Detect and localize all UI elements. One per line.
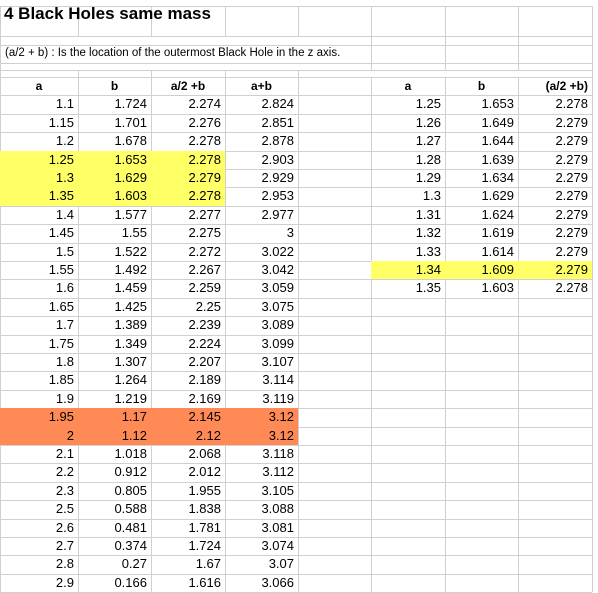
left-cell: 2.278 xyxy=(151,151,225,169)
right-cell: 1.653 xyxy=(481,96,514,112)
left-cell: 3.099 xyxy=(261,335,294,351)
grid-line xyxy=(298,70,299,77)
left-cell: 0.27 xyxy=(121,556,147,572)
left-cell: 0.166 xyxy=(114,574,147,590)
left-cell: 2.2 xyxy=(55,464,74,480)
left-header-0: a xyxy=(35,79,43,93)
left-cell: 2.851 xyxy=(261,114,294,130)
right-header-0: a xyxy=(404,79,412,93)
right-cell: 1.32 xyxy=(415,225,441,241)
left-cell: 1.35 xyxy=(0,187,78,205)
right-cell: 2.279 xyxy=(555,243,588,259)
right-cell: 1.634 xyxy=(481,170,514,185)
grid-line xyxy=(592,6,593,592)
left-cell: 1.15 xyxy=(48,114,74,130)
left-cell: 2.275 xyxy=(188,225,221,241)
sheet-title: 4 Black Holes same mass xyxy=(4,4,211,23)
left-cell: 3.022 xyxy=(261,243,294,259)
left-cell: 1.955 xyxy=(188,482,221,498)
left-cell: 1.629 xyxy=(78,169,151,187)
right-cell: 1.639 xyxy=(481,151,514,167)
left-cell: 3.089 xyxy=(261,317,294,333)
right-cell: 1.28 xyxy=(415,151,441,167)
left-cell: 3.118 xyxy=(262,446,294,461)
left-cell: 2.189 xyxy=(188,372,221,388)
right-cell: 2.279 xyxy=(555,151,588,167)
left-cell: 2.903 xyxy=(261,151,294,167)
left-cell: 2.207 xyxy=(188,354,221,369)
left-cell: 1.67 xyxy=(195,556,221,572)
grid-line xyxy=(445,6,446,70)
right-cell: 1.614 xyxy=(481,243,514,259)
left-cell: 1.701 xyxy=(114,114,147,130)
left-cell: 3.105 xyxy=(261,482,294,498)
left-cell: 3.107 xyxy=(261,354,294,369)
left-cell: 1.95 xyxy=(0,408,78,426)
left-cell: 1.2 xyxy=(55,133,74,149)
right-cell: 2.279 xyxy=(555,206,588,222)
grid-line xyxy=(225,6,226,36)
right-cell: 2.279 xyxy=(555,133,588,149)
right-cell: 1.33 xyxy=(415,243,441,259)
left-cell: 2.267 xyxy=(188,262,221,277)
left-cell: 0.805 xyxy=(114,482,147,498)
right-cell: 1.629 xyxy=(481,188,514,204)
left-cell: 2.977 xyxy=(261,206,294,222)
left-cell: 2.6 xyxy=(55,519,74,535)
left-cell: 2 xyxy=(0,427,78,445)
right-cell: 1.26 xyxy=(415,114,441,130)
left-cell: 3.074 xyxy=(261,538,294,553)
left-cell: 2.145 xyxy=(151,408,225,426)
left-cell: 2.274 xyxy=(188,96,221,112)
right-cell: 2.278 xyxy=(555,96,588,112)
left-cell: 2.239 xyxy=(188,317,221,333)
right-header-1: b xyxy=(477,79,486,93)
left-cell: 1.724 xyxy=(188,538,221,553)
left-cell: 1.425 xyxy=(114,298,147,314)
left-cell: 0.374 xyxy=(114,538,147,553)
left-cell: 3.075 xyxy=(261,298,294,314)
left-cell: 1.55 xyxy=(48,262,74,277)
left-cell: 1.25 xyxy=(0,151,78,169)
right-cell: 2.279 xyxy=(555,225,588,241)
left-cell: 2.824 xyxy=(261,96,294,112)
right-cell: 1.34 xyxy=(371,261,445,279)
left-cell: 1.6 xyxy=(55,280,74,296)
left-cell: 1.492 xyxy=(114,262,147,277)
left-cell: 1.616 xyxy=(188,574,221,590)
left-cell: 1.65 xyxy=(48,298,74,314)
left-cell: 2.12 xyxy=(151,427,225,445)
grid-line xyxy=(151,70,152,77)
left-cell: 1.4 xyxy=(55,206,74,222)
left-cell: 1.264 xyxy=(114,372,147,388)
left-header-2: a/2 +b xyxy=(170,79,206,93)
left-cell: 1.12 xyxy=(78,427,151,445)
left-cell: 1.522 xyxy=(114,243,147,259)
right-cell: 1.31 xyxy=(415,206,441,222)
right-cell: 1.29 xyxy=(415,170,441,185)
grid-line xyxy=(0,70,592,71)
grid-line xyxy=(518,6,519,70)
left-cell: 2.277 xyxy=(188,206,221,222)
left-cell: 2.7 xyxy=(55,538,74,553)
left-cell: 2.8 xyxy=(55,556,74,572)
right-cell: 1.35 xyxy=(415,280,441,296)
left-cell: 2.878 xyxy=(261,133,294,149)
right-cell: 2.279 xyxy=(555,170,588,185)
left-cell: 0.588 xyxy=(114,501,147,517)
left-cell: 1.018 xyxy=(114,446,147,461)
left-cell: 1.724 xyxy=(114,96,147,112)
left-cell: 3.12 xyxy=(225,427,298,445)
left-cell: 1.307 xyxy=(114,354,147,369)
left-cell: 2.224 xyxy=(188,335,221,351)
grid-line xyxy=(225,70,226,77)
grid-line xyxy=(371,6,372,70)
left-cell: 2.272 xyxy=(188,243,221,259)
left-cell: 3.112 xyxy=(262,464,294,480)
left-cell: 0.912 xyxy=(114,464,147,480)
left-cell: 1.5 xyxy=(55,243,74,259)
left-cell: 2.3 xyxy=(55,482,74,498)
left-cell: 1.17 xyxy=(78,408,151,426)
sheet-description: (a/2 + b) : Is the location of the outermost Black Hole in the z axis. xyxy=(5,47,341,59)
left-cell: 2.278 xyxy=(188,133,221,149)
right-cell: 1.25 xyxy=(415,96,441,112)
left-header-3: a+b xyxy=(250,79,272,93)
left-cell: 1.838 xyxy=(188,501,221,517)
left-cell: 1.85 xyxy=(48,372,74,388)
left-cell: 2.25 xyxy=(195,298,221,314)
left-cell: 2.068 xyxy=(188,446,221,461)
left-cell: 3.119 xyxy=(262,390,294,406)
left-cell: 1.603 xyxy=(78,187,151,205)
grid-line xyxy=(0,63,592,64)
grid-line xyxy=(78,70,79,77)
left-cell: 1.45 xyxy=(48,225,74,241)
left-cell: 2.278 xyxy=(151,187,225,205)
grid-line xyxy=(0,36,592,37)
left-cell: 2.012 xyxy=(188,464,221,480)
right-cell: 1.619 xyxy=(481,225,514,241)
left-cell: 3.042 xyxy=(261,262,294,277)
left-cell: 1.9 xyxy=(55,390,74,406)
left-cell: 1.349 xyxy=(114,335,147,351)
left-cell: 3.07 xyxy=(268,556,294,572)
grid-line xyxy=(298,6,299,36)
right-cell: 1.644 xyxy=(481,133,514,149)
left-cell: 3.059 xyxy=(261,280,294,296)
left-cell: 3.066 xyxy=(261,574,294,590)
left-cell: 1.459 xyxy=(114,280,147,296)
left-cell: 1.678 xyxy=(114,133,147,149)
right-cell: 1.609 xyxy=(445,261,518,279)
left-cell: 3 xyxy=(286,225,294,241)
left-cell: 1.653 xyxy=(78,151,151,169)
right-cell: 1.603 xyxy=(481,280,514,296)
left-cell: 2.1 xyxy=(55,446,74,461)
right-cell: 2.279 xyxy=(555,114,588,130)
left-cell: 3.081 xyxy=(261,519,294,535)
left-cell: 3.114 xyxy=(262,372,294,388)
left-cell: 3.12 xyxy=(225,408,298,426)
right-cell: 2.279 xyxy=(518,261,592,279)
left-cell: 1.1 xyxy=(55,96,74,112)
left-cell: 2.259 xyxy=(188,280,221,296)
left-cell: 1.3 xyxy=(0,169,78,187)
right-cell: 1.27 xyxy=(415,133,441,149)
left-header-1: b xyxy=(110,79,119,93)
left-cell: 1.577 xyxy=(114,206,147,222)
left-cell: 1.389 xyxy=(114,317,147,333)
left-cell: 2.953 xyxy=(261,188,294,204)
right-cell: 1.624 xyxy=(481,206,514,222)
left-cell: 1.219 xyxy=(114,390,147,406)
left-cell: 2.276 xyxy=(188,114,221,130)
grid-line xyxy=(298,77,299,592)
left-cell: 2.9 xyxy=(55,574,74,590)
left-cell: 2.929 xyxy=(261,170,294,185)
right-cell: 1.649 xyxy=(481,114,514,130)
left-cell: 3.088 xyxy=(261,501,294,517)
right-cell: 1.3 xyxy=(422,188,441,204)
left-cell: 0.481 xyxy=(114,519,147,535)
grid-line xyxy=(0,45,592,46)
right-cell: 2.278 xyxy=(555,280,588,296)
left-cell: 1.7 xyxy=(55,317,74,333)
left-cell: 2.169 xyxy=(188,390,221,406)
left-cell: 2.5 xyxy=(55,501,74,517)
left-cell: 1.781 xyxy=(188,519,221,535)
left-cell: 2.279 xyxy=(151,169,225,187)
right-cell: 2.279 xyxy=(555,188,588,204)
left-cell: 1.75 xyxy=(48,335,74,351)
left-cell: 1.8 xyxy=(55,354,74,369)
right-header-2: (a/2 +b) xyxy=(545,79,588,93)
left-cell: 1.55 xyxy=(121,225,147,241)
